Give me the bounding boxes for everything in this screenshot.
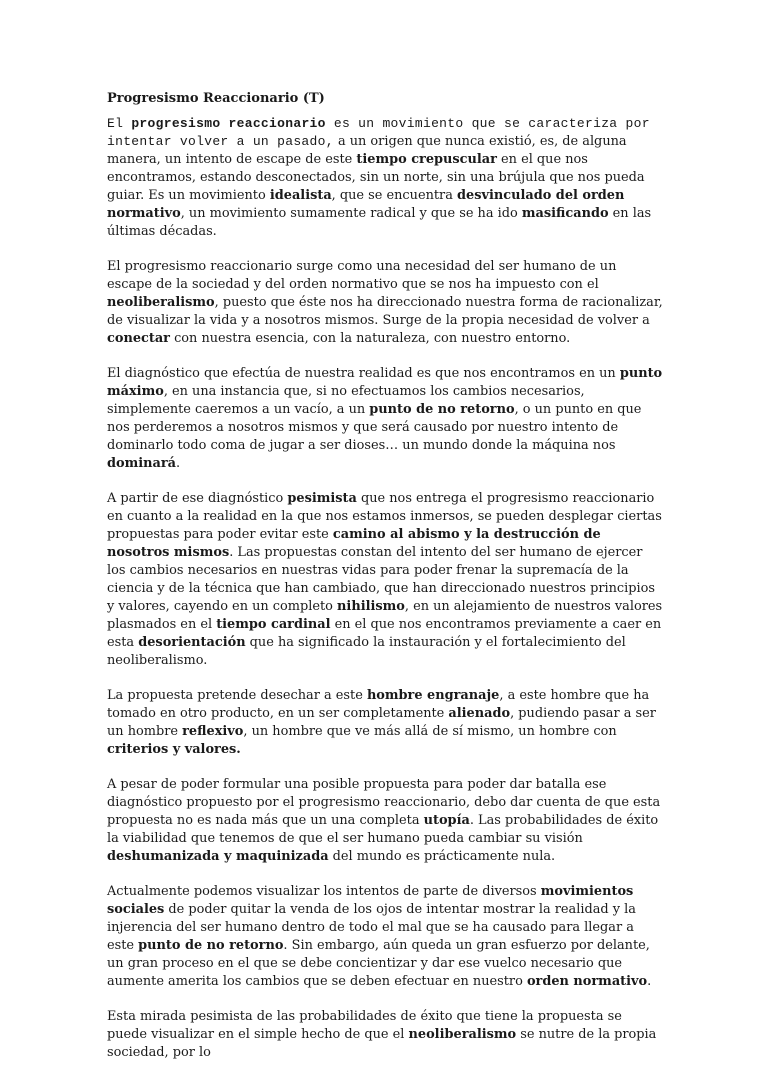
text-run: , que se encuentra: [331, 188, 457, 203]
emphasis-text: alienado: [448, 706, 511, 721]
emphasis-text: dominará: [107, 456, 177, 471]
text-run: . Sin embargo, aún queda un gran esfuerzo por delante, un gran proceso en el que se debe concientizar y dar ese vuelco necesario que aumente amerita los cambios que se deben efectuar en nuestro: [107, 938, 650, 989]
emphasis-text: idealista: [269, 188, 332, 203]
paragraph-2: [107, 258, 663, 348]
emphasis-text: desorientación: [138, 635, 246, 650]
document-page: [107, 90, 663, 1079]
text-run: que nos entrega el progresismo reaccionario en cuanto a la realidad en la que nos estamos inmersos, se pueden desplegar ciertas propuestas para poder evitar este: [107, 491, 662, 542]
text-run: en el que nos encontramos, estando desconectados, sin un norte, sin una brújula que nos pueda guiar. Es un movimiento: [107, 152, 645, 203]
text-run: El progresismo reaccionario surge como una necesidad del ser humano de un escape de la sociedad y del orden normativo que se nos ha impuesto con el: [107, 259, 617, 292]
emphasis-text: deshumanizada y maquinizada: [107, 849, 329, 864]
text-run: , pudiendo pasar a ser un hombre: [107, 706, 656, 739]
text-run: se nutre de la propia sociedad, por lo: [107, 1027, 657, 1060]
paragraph-8: [107, 1008, 663, 1062]
text-run: El diagnóstico que efectúa de nuestra realidad es que nos encontramos en un: [107, 366, 620, 381]
paragraph-1: [107, 115, 663, 241]
emphasis-text: nihilismo: [337, 599, 405, 614]
text-run: , puesto que éste nos ha direccionado nuestra forma de racionalizar, de visualizar la vida y a nosotros mismos. Surge de la propia necesidad de volver a: [107, 295, 663, 328]
emphasis-text: tiempo crepuscular: [356, 152, 497, 167]
text-run: , un hombre que ve más allá de sí mismo, un hombre con: [243, 724, 617, 739]
emphasis-text: orden normativo: [526, 974, 648, 989]
emphasis-text: punto de no retorno: [369, 402, 515, 417]
document-body: [107, 115, 663, 1062]
text-run: . Las propuestas constan del intento del ser humano de ejercer los cambios necesarios en nuestras vidas para poder frenar la supremacía de la ciencia y de la técnica que han cambiado, que han direccionado nuestros principios y valores, cayendo en un completo: [107, 545, 656, 614]
emphasis-text: masificando: [521, 206, 609, 221]
text-run: , en un alejamiento de nuestros valores plasmados en el: [107, 599, 663, 632]
text-run: A partir de ese diagnóstico: [107, 491, 288, 506]
emphasis-text: conectar: [107, 331, 170, 346]
text-run: con nuestra esencia, con la naturaleza, con nuestro entorno.: [169, 331, 571, 346]
text-run: .: [176, 456, 181, 471]
emphasis-text: camino al abismo y la destrucción de nosotros mismos: [107, 527, 601, 560]
paragraph-4: [107, 490, 663, 670]
text-run: es un movimiento que se caracteriza por intentar volver a un pasado,: [107, 116, 650, 149]
emphasis-text: desvinculado del orden normativo: [107, 188, 625, 221]
text-run: , un movimiento sumamente radical y que se ha ido: [180, 206, 522, 221]
text-run: en las últimas décadas.: [107, 206, 652, 239]
text-run: Actualmente podemos visualizar los intentos de parte de diversos: [107, 884, 541, 899]
text-run: A pesar de poder formular una posible propuesta para poder dar batalla ese diagnóstico propuesto por el progresismo reaccionario, debo dar cuenta de que esta propuesta no es nada más que un una completa: [107, 777, 661, 828]
text-run: a un origen que nunca existió, es, de alguna manera, un intento de escape de este: [107, 134, 627, 167]
emphasis-text: criterios y valores.: [107, 742, 241, 757]
text-run: , a este hombre que ha tomado en otro producto, en un ser completamente: [107, 688, 650, 721]
text-run: que ha significado la instauración y el fortalecimiento del neoliberalismo.: [107, 635, 626, 668]
emphasis-text: punto de no retorno: [138, 938, 284, 953]
paragraph-5: [107, 687, 663, 759]
text-run: , en una instancia que, si no efectuamos los cambios necesarios, simplemente caeremos a un vacío, a un: [107, 384, 585, 417]
text-run: La propuesta pretende desechar a este: [107, 688, 367, 703]
emphasis-text: neoliberalismo: [107, 295, 215, 310]
emphasis-text: progresismo reaccionario: [131, 116, 326, 131]
text-run: El: [107, 116, 132, 131]
text-run: , o un punto en que nos perderemos a nosotros mismos y que será causado por nuestro intento de dominarlo todo coma de jugar a ser dioses… un mundo donde la máquina nos: [107, 402, 642, 453]
emphasis-text: neoliberalismo: [408, 1027, 517, 1042]
text-run: .: [647, 974, 652, 989]
emphasis-text: utopía: [423, 813, 470, 828]
paragraph-3: [107, 365, 663, 473]
text-run: del mundo es prácticamente nula.: [328, 849, 556, 864]
text-run: Esta mirada pesimista de las probabilidades de éxito que tiene la propuesta se puede visualizar en el simple hecho de que el: [107, 1009, 622, 1042]
emphasis-text: punto máximo: [107, 366, 663, 399]
document-title: Progresismo Reaccionario (T): [107, 91, 325, 106]
text-run: . Las probabilidades de éxito la viabilidad que tenemos de que el ser humano pueda cambiar su visión: [107, 813, 659, 846]
paragraph-6: [107, 776, 663, 866]
text-run: en el que nos encontramos previamente a caer en esta: [107, 617, 662, 650]
emphasis-text: tiempo cardinal: [216, 617, 331, 632]
emphasis-text: movimientos sociales: [107, 884, 634, 917]
text-run: de poder quitar la venda de los ojos de intentar mostrar la realidad y la injerencia del ser humano dentro de todo el mal que se ha causado para llegar a este: [107, 902, 636, 953]
emphasis-text: pesimista: [287, 491, 357, 506]
emphasis-text: reflexivo: [182, 724, 244, 739]
paragraph-7: [107, 883, 663, 991]
emphasis-text: hombre engranaje: [366, 688, 500, 703]
